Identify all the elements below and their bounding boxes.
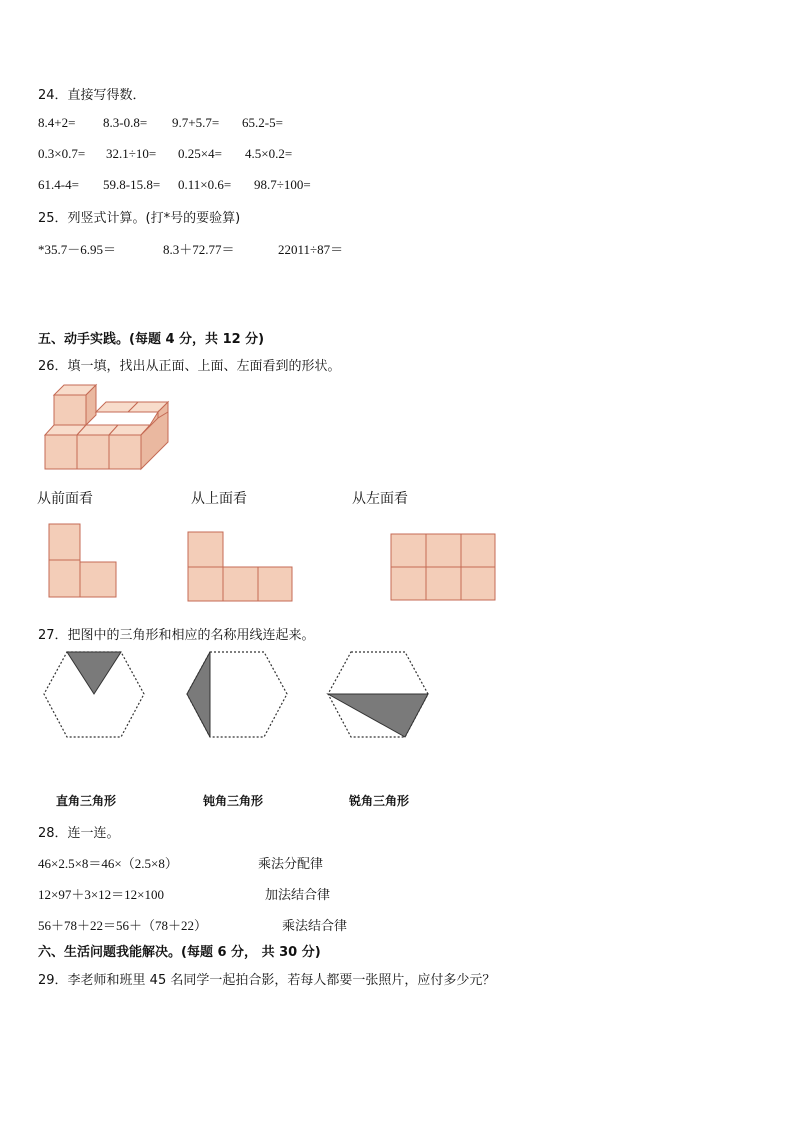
q25-item-2: 8.3＋72.77＝ — [163, 242, 235, 257]
q24-r1c1: 8.4+2= — [38, 115, 76, 130]
q28-left-3: 56＋78＋22＝56＋（78＋22） — [38, 918, 208, 933]
q28-left-2: 12×97＋3×12＝12×100 — [38, 887, 164, 902]
q28-title: 28．连一连。 — [38, 826, 120, 841]
section6-title: 六、生活问题我能解决。(每题 6 分， 共 30 分) — [38, 945, 321, 960]
section5-title: 五、动手实践。(每题 4 分，共 12 分) — [38, 332, 265, 347]
q28-right-1: 乘法分配律 — [258, 857, 324, 872]
q29-title: 29．李老师和班里 45 名同学一起拍合影，若每人都要一张照片，应付多少元？ — [38, 973, 496, 988]
q26-title: 26．填一填，找出从正面、上面、左面看到的形状。 — [38, 359, 341, 374]
q28-right-2: 加法结合律 — [265, 888, 331, 903]
q24-r3c4: 98.7÷100= — [254, 177, 311, 192]
hexagon-obtuse-triangle-figure — [185, 650, 289, 740]
view-front-label: 从前面看 — [37, 491, 93, 507]
q24-r1c4: 65.2-5= — [242, 115, 283, 130]
left-view-figure — [390, 533, 496, 602]
q27-title: 27．把图中的三角形和相应的名称用线连起来。 — [38, 628, 315, 643]
view-left-label: 从左面看 — [352, 491, 408, 507]
name-acute-triangle: 锐角三角形 — [349, 794, 410, 808]
q24-r2c1: 0.3×0.7= — [38, 146, 86, 161]
q28-left-1: 46×2.5×8＝46×（2.5×8） — [38, 856, 178, 871]
q25-title: 25．列竖式计算。(打*号的要验算) — [38, 211, 241, 226]
name-right-triangle: 直角三角形 — [56, 794, 117, 808]
q24-r1c2: 8.3-0.8= — [103, 115, 148, 130]
q24-r3c2: 59.8-15.8= — [103, 177, 161, 192]
q24-r3c1: 61.4-4= — [38, 177, 79, 192]
q24-r2c3: 0.25×4= — [178, 146, 222, 161]
q25-item-3: 22011÷87＝ — [278, 242, 344, 257]
hexagon-acute-triangle-figure — [326, 650, 430, 740]
hexagon-right-triangle-figure — [42, 650, 146, 740]
front-view-figure — [48, 523, 118, 599]
q24-r2c4: 4.5×0.2= — [245, 146, 293, 161]
view-top-label: 从上面看 — [191, 491, 247, 507]
q24-title: 24．直接写得数． — [38, 88, 146, 103]
name-obtuse-triangle: 钝角三角形 — [203, 794, 264, 808]
q24-r3c3: 0.11×0.6= — [178, 177, 232, 192]
top-view-figure — [187, 531, 293, 603]
cube-stack-figure — [40, 385, 175, 477]
q24-r2c2: 32.1÷10= — [106, 146, 157, 161]
q24-r1c3: 9.7+5.7= — [172, 115, 220, 130]
q28-right-3: 乘法结合律 — [282, 919, 348, 934]
q25-item-1: *35.7－6.95＝ — [38, 242, 117, 257]
